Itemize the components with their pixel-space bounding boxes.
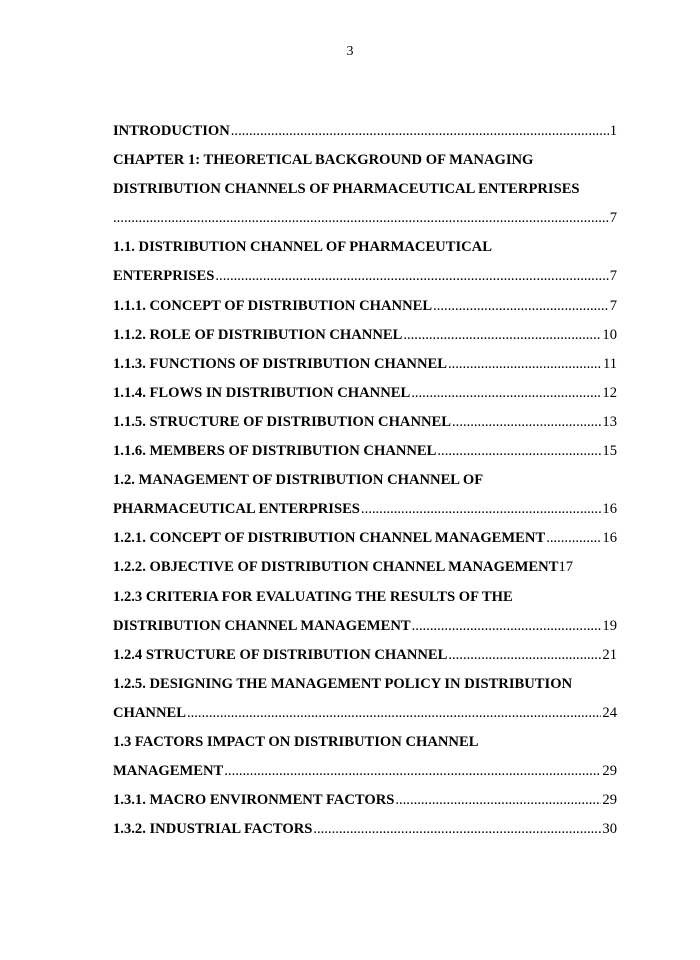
toc-entry[interactable]	[113, 117, 617, 146]
toc-entry-title: 1.1.3. FUNCTIONS OF DISTRIBUTION CHANNEL	[113, 355, 447, 372]
toc-entry[interactable]	[113, 815, 617, 844]
toc-dot-leader	[437, 437, 601, 466]
toc-entry[interactable]	[113, 641, 617, 670]
toc-entry-page: 16	[602, 501, 617, 518]
toc-entry-page: 11	[602, 355, 617, 372]
toc-dot-leader	[403, 321, 601, 350]
toc-entry[interactable]	[113, 583, 617, 612]
toc-entry-title: DISTRIBUTION CHANNELS OF PHARMACEUTICAL ENTERPRISES	[113, 181, 580, 198]
toc-dot-leader	[448, 641, 601, 670]
toc-entry-title: CHAPTER 1: THEORETICAL BACKGROUND OF MANAGING	[113, 152, 534, 169]
toc-entry[interactable]	[113, 146, 617, 175]
toc-entry[interactable]	[113, 233, 617, 262]
toc-dot-leader	[452, 408, 601, 437]
toc-entry-title: MANAGEMENT	[113, 763, 224, 780]
toc-entry[interactable]	[113, 524, 617, 553]
toc-dot-leader	[448, 350, 602, 379]
toc-entry-title: 1.3 FACTORS IMPACT ON DISTRIBUTION CHANNEL	[113, 733, 479, 750]
toc-dot-leader	[187, 699, 601, 728]
toc-entry-title: 1.2.1. CONCEPT OF DISTRIBUTION CHANNEL MANAGEMENT	[113, 530, 546, 547]
toc-dot-leader	[231, 117, 609, 146]
toc-dot-leader	[224, 757, 601, 786]
toc-entry-title: 1.1. DISTRIBUTION CHANNEL OF PHARMACEUTICAL	[113, 239, 492, 256]
toc-entry-title: 1.3.1. MACRO ENVIRONMENT FACTORS	[113, 792, 395, 809]
toc-dot-leader	[411, 379, 601, 408]
toc-dot-leader	[395, 786, 601, 815]
toc-entry[interactable]	[113, 292, 617, 321]
toc-entry-title: 1.1.4. FLOWS IN DISTRIBUTION CHANNEL	[113, 384, 411, 401]
toc-entry[interactable]	[113, 466, 617, 495]
toc-entry[interactable]	[113, 408, 617, 437]
toc-entry-page: 7	[609, 268, 617, 285]
toc-entry-page: 19	[602, 617, 617, 634]
table-of-contents	[113, 117, 617, 844]
toc-entry-title: 1.1.5. STRUCTURE OF DISTRIBUTION CHANNEL	[113, 413, 452, 430]
page-number: 3	[346, 44, 354, 59]
toc-entry[interactable]	[113, 670, 617, 699]
toc-entry-page: 24	[602, 704, 617, 721]
toc-entry-title: 1.2.4 STRUCTURE OF DISTRIBUTION CHANNEL	[113, 646, 448, 663]
toc-entry[interactable]	[113, 175, 617, 204]
toc-entry[interactable]	[113, 437, 617, 466]
toc-dot-leader	[361, 495, 601, 524]
toc-entry-title: 1.1.6. MEMBERS OF DISTRIBUTION CHANNEL	[113, 443, 437, 460]
toc-entry[interactable]	[113, 699, 617, 728]
toc-dot-leader	[433, 292, 609, 321]
toc-entry-title: INTRODUCTION	[113, 123, 230, 139]
toc-entry[interactable]	[113, 757, 617, 786]
toc-entry[interactable]	[113, 612, 617, 641]
toc-entry[interactable]	[113, 786, 617, 815]
toc-entry-page: 12	[602, 384, 617, 401]
toc-entry-title: ENTERPRISES	[113, 268, 215, 285]
toc-entry[interactable]	[113, 553, 617, 582]
toc-entry-page: 10	[602, 326, 617, 343]
toc-dot-leader	[313, 815, 601, 844]
toc-dot-leader	[546, 524, 601, 553]
toc-entry-title: 1.2.3 CRITERIA FOR EVALUATING THE RESULTS OF THE	[113, 588, 513, 605]
toc-entry-title: CHANNEL	[113, 704, 186, 721]
toc-entry-page: 29	[602, 792, 617, 809]
toc-entry-page: 15	[602, 443, 617, 460]
toc-dot-leader	[412, 612, 602, 641]
toc-entry-title: 1.2.2. OBJECTIVE OF DISTRIBUTION CHANNEL MANAGEMENT	[113, 559, 559, 576]
toc-entry-title: 1.1.1. CONCEPT OF DISTRIBUTION CHANNEL	[113, 297, 433, 314]
toc-entry[interactable]	[113, 204, 617, 233]
toc-dot-leader	[113, 204, 609, 233]
toc-entry-title: 1.2. MANAGEMENT OF DISTRIBUTION CHANNEL OF	[113, 472, 484, 489]
toc-entry-title: 1.3.2. INDUSTRIAL FACTORS	[113, 821, 313, 838]
toc-entry-page: 29	[602, 763, 617, 780]
toc-entry-title: 1.1.2. ROLE OF DISTRIBUTION CHANNEL	[113, 326, 403, 343]
toc-entry-title: DISTRIBUTION CHANNEL MANAGEMENT	[113, 617, 411, 634]
toc-dot-leader	[215, 262, 608, 291]
toc-entry[interactable]	[113, 262, 617, 291]
toc-entry[interactable]	[113, 728, 617, 757]
toc-entry[interactable]	[113, 350, 617, 379]
toc-entry-page: 17	[558, 559, 574, 576]
toc-entry-title: 1.2.5. DESIGNING THE MANAGEMENT POLICY IN DISTRIBUTION	[113, 675, 573, 692]
toc-entry-page: 30	[602, 821, 617, 838]
toc-entry[interactable]	[113, 321, 617, 350]
toc-entry-page: 1	[609, 123, 617, 139]
toc-entry-page: 21	[602, 646, 617, 663]
toc-entry-page: 7	[609, 297, 617, 314]
toc-entry-page: 16	[602, 530, 617, 547]
toc-entry-page: 13	[602, 413, 617, 430]
toc-entry[interactable]	[113, 495, 617, 524]
toc-entry-page: 7	[609, 210, 617, 227]
toc-entry-title: PHARMACEUTICAL ENTERPRISES	[113, 501, 360, 518]
toc-entry[interactable]	[113, 379, 617, 408]
